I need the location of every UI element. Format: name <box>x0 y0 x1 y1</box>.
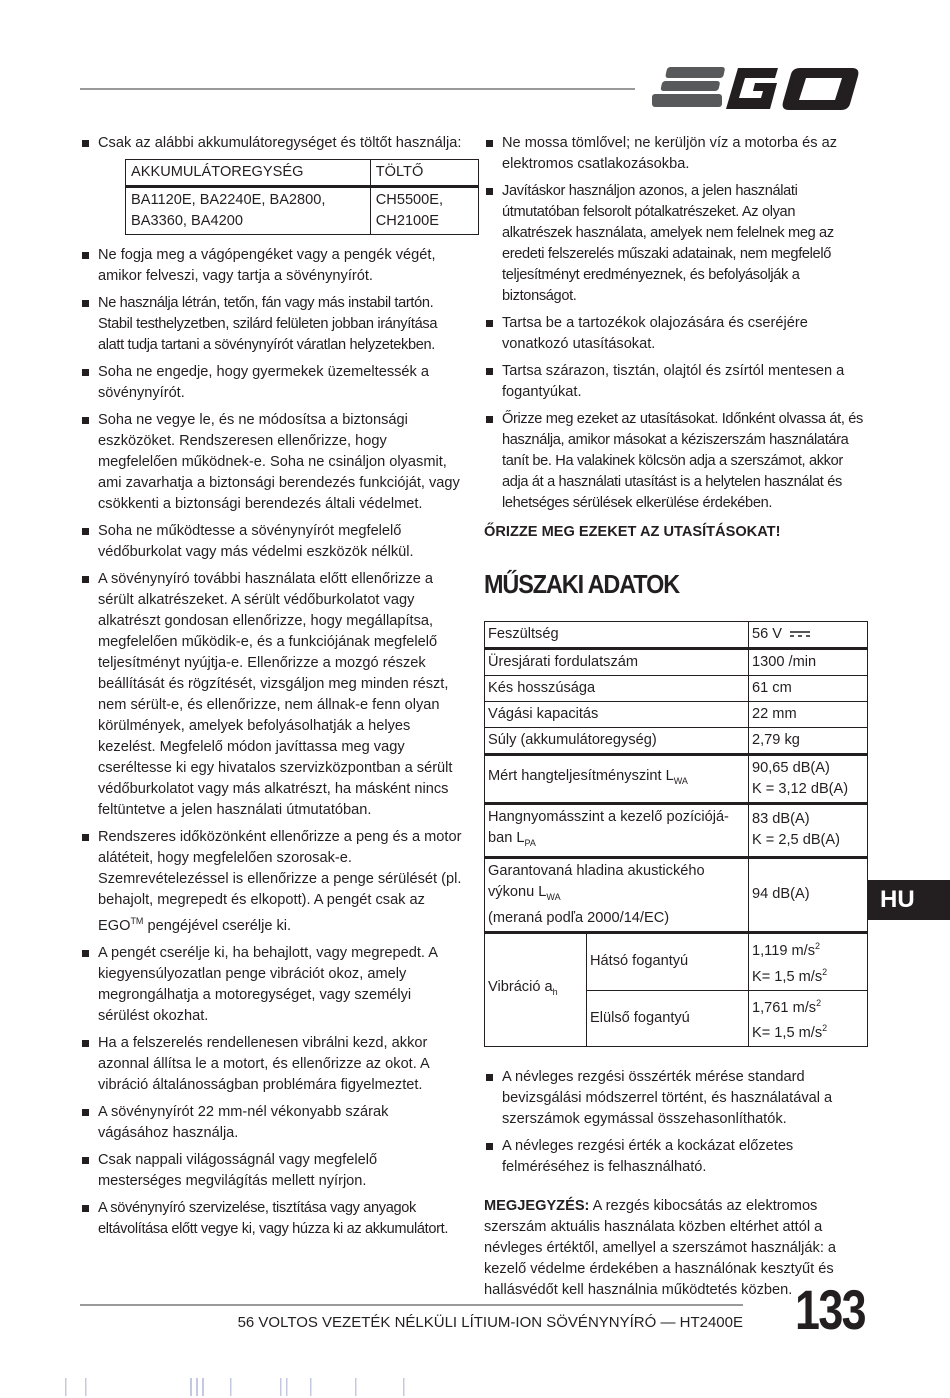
trademark-mark: TM <box>130 916 144 926</box>
footer-title: 56 VOLTOS VEZETÉK NÉLKÜLI LÍTIUM-ION SÖVÉNYNYÍRÓ — HT2400E <box>237 1314 743 1331</box>
spec-value-front-handle <box>749 990 868 1047</box>
list-item: A pengét cserélje ki, ha behajlott, vagy megrepedt. A kiegyensúlyozatlan penge vibrációt okoz, amely megrongálhatja a motoregységet, vagy személyi sérülést okozhat. <box>80 943 462 1027</box>
lpa-subscript: PA <box>524 837 536 848</box>
list-item: Tartsa be a tartozékok olajozására és cseréjére vonatkozó utasításokat. <box>484 313 868 355</box>
voltage-value-text: 56 V <box>752 626 783 642</box>
keep-instructions-heading: ŐRIZZE MEG EZEKET AZ UTASÍTÁSOKAT! <box>484 524 781 540</box>
dc-symbol-icon <box>790 630 810 638</box>
rear-k-text: K= 1,5 m/s <box>752 968 823 985</box>
gar-label-line1: Garantovaná hladina akustického <box>488 862 705 879</box>
right-column <box>484 133 868 1301</box>
spec-value-voltage <box>749 622 868 649</box>
spec-label-rear-handle: Hátsó fogantyú <box>587 932 749 990</box>
list-item: Ne fogja meg a vágópengéket vagy a pengék végét, amikor felveszi, vagy tartja a sövénynyírót. <box>80 245 462 287</box>
list-item: A sövénynyíró további használata előtt ellenőrizze a sérült alkatrészeket. A sérült védőburkolatot vagy alkatrészt gondosan ellenőrizze, hogy megállapítsa, megfelelően működik-e, és a funkciójának megfelelő teljesítményt nyújtja-e. Ellenőrizze a mozgó részek beállítását és rögzítését, vizsgáljon meg minden részt, nem sérült-e, és ellenőrizze, nem állnak-e fenn olyan körülmények, amelyek befolyásolhatják a helyes kezelést. Megfelelő módon javíttassa meg vagy cseréltesse ki egy hivatalos szervizközpontban a sérült védőburkolatot vagy más alkatrészt, ha másként nincs feltüntetve a jelen használati útmutatóban. <box>80 569 462 821</box>
list-item: Ne használja létrán, tetőn, fán vagy más instabil tartón. Stabil testhelyzetben, szilárd felületen jobban irányítása alatt tudja tartani a sövénynyírót váratlan helyzetekben. <box>80 293 462 356</box>
lwa-value: 90,65 dB(A) <box>752 760 830 776</box>
spec-value-lwa <box>749 755 868 804</box>
list-item: Csak nappali világosságnál vagy megfelelő mesterséges megvilágítás mellett nyírjon. <box>80 1150 462 1192</box>
note-label: MEGJEGYZÉS: <box>484 1198 590 1215</box>
list-item-text-end: pengéjével cserélje ki. <box>143 917 292 934</box>
spec-label-noload: Üresjárati fordulatszám <box>485 649 749 676</box>
list-item: A sövénynyíró szervizelése, tisztítása vagy anyagok eltávolítása előtt vegye ki, vagy húzza ki az akkumulátort. <box>80 1198 462 1240</box>
lwa-label-text: Mért hangteljesítményszint L <box>488 768 674 785</box>
footer-rule <box>80 1304 743 1306</box>
print-marks <box>65 1378 445 1396</box>
list-item: Javításkor használjon azonos, a jelen használati útmutatóban felsorolt pótalkatrészeket. Az olyan alkatrészek használata, amelyek nem felelnek meg az eredeti felszerelés műszaki adatainak, nem megfelelő teljesítményt eredményeznek, és befolyásolják a biztonságot. <box>484 181 868 307</box>
squared-mark: 2 <box>822 966 828 977</box>
safety-list-right <box>484 133 868 514</box>
list-item: A névleges rezgési összérték mérése standard bevizsgálási módszerrel történt, és használatával a szerszámok egymással összehasonlíthatók. <box>484 1067 868 1130</box>
squared-mark: 2 <box>815 940 821 951</box>
lwa-subscript: WA <box>673 775 688 786</box>
table-cell-chargers: CH5500E, CH2100E <box>370 187 478 235</box>
spec-table <box>484 621 868 1047</box>
table-header-battery: AKKUMULÁTOREGYSÉG <box>126 160 371 187</box>
language-tab: HU <box>868 880 950 920</box>
spec-label-weight: Súly (akkumulátoregység) <box>485 728 749 755</box>
spec-value-lpa <box>749 804 868 858</box>
list-item: Soha ne vegye le, és ne módosítsa a biztonsági eszközöket. Rendszeresen ellenőrizze, hogy megfelelően működnek-e. Soha ne csináljon olyasmit, ami zavarhatja a biztonsági berendezés funkcióját, vagy csökkenti a biztonsági berendezés általi védelmet. <box>80 410 462 515</box>
spec-value-guaranteed: 94 dB(A) <box>749 857 868 932</box>
vib-label-text: Vibráció a <box>488 979 553 996</box>
safety-list-left <box>80 133 462 1240</box>
spec-value-cut: 22 mm <box>749 702 868 728</box>
gar-subscript: WA <box>546 891 561 902</box>
lpa-value: 83 dB(A) <box>752 811 810 828</box>
lpa-k-value: K = 2,5 dB(A) <box>752 832 841 849</box>
left-column <box>80 133 462 1246</box>
lpa-label-line2 <box>488 828 745 854</box>
spec-value-noload: 1300 /min <box>749 649 868 676</box>
ego-logo <box>652 64 862 112</box>
list-item <box>80 133 462 235</box>
spec-label-lwa <box>485 755 749 804</box>
front-value-text: 1,761 m/s <box>752 999 817 1016</box>
squared-mark: 2 <box>822 1023 828 1034</box>
table-cell-batteries: BA1120E, BA2240E, BA2800, BA3360, BA4200 <box>126 187 371 235</box>
list-item <box>80 827 462 937</box>
spec-label-front-handle: Elülső fogantyú <box>587 990 749 1047</box>
list-item: Ne mossa tömlővel; ne kerüljön víz a motorba és az elektromos csatlakozásokba. <box>484 133 868 175</box>
list-item-text: Csak az alábbi akkumulátoregységet és töltőt használja: <box>98 135 462 151</box>
spec-label-cut: Vágási kapacitás <box>485 702 749 728</box>
vibration-notes-list <box>484 1067 868 1178</box>
list-item: Soha ne működtesse a sövénynyírót megfelelő védőburkolat vagy más védelmi eszközök nélkül. <box>80 521 462 563</box>
list-item: Ha a felszerelés rendellenesen vibrálni kezd, akkor azonnal állítsa le a motort, és ellenőrizze az okot. A vibráció általánosságban problémára figyelmeztet. <box>80 1033 462 1096</box>
rear-value-text: 1,119 m/s <box>752 942 815 959</box>
spec-label-vibration <box>485 932 587 1046</box>
spec-label-guaranteed <box>485 857 749 932</box>
vib-subscript: h <box>552 986 558 997</box>
front-k-value <box>752 1018 864 1044</box>
spec-value-blade: 61 cm <box>749 676 868 702</box>
note-text: A rezgés kibocsátás az elektromos szerszám aktuális használata közben eltérhet attól a névleges értéktől, amellyel a szerszámot használják: a kezelő védelme érdekében a használónak kesztyűt és hallásvédőt kell használnia működtetés közben. <box>484 1198 837 1299</box>
spec-value-weight: 2,79 kg <box>749 728 868 755</box>
gar-label-line2 <box>488 882 745 908</box>
list-item: A névleges rezgési érték a kockázat előzetes felméréséhez is felhasználható. <box>484 1136 868 1178</box>
front-value <box>752 993 864 1019</box>
table-header-charger: TÖLTŐ <box>370 160 478 187</box>
list-item: Soha ne engedje, hogy gyermekek üzemeltessék a sövénynyírót. <box>80 362 462 404</box>
list-item: Őrizze meg ezeket az utasításokat. Időnként olvassa át, és használja, amikor másokat a kéziszerszám használatára tanít be. Ha valakinek kölcsön adja a szerszámot, akkor adja át a használati utasítást is a helytelen használat és lehetséges sérülések elkerülése érdekében. <box>484 409 868 514</box>
section-title: MŰSZAKI ADATOK <box>484 569 680 599</box>
spec-label-blade: Kés hosszúsága <box>485 676 749 702</box>
rear-k-value <box>752 962 864 988</box>
spec-label-lpa <box>485 804 749 858</box>
list-item-text: Rendszeres időközönként ellenőrizze a peng és a motor alátéteit, hogy megfelelően szorosak-e. Szemrevételezéssel is ellenőrizze a penge sérülését (pl. behajolt, megrepedt és elkopott). A pengét csak az EGO <box>98 829 462 934</box>
gar-label-line3: (meraná podľa 2000/14/EC) <box>488 909 670 926</box>
list-item: Tartsa szárazon, tisztán, olajtól és zsírtól mentesen a fogantyúkat. <box>484 361 868 403</box>
spec-value-rear-handle <box>749 932 868 990</box>
lwa-k-value: K = 3,12 dB(A) <box>752 781 849 797</box>
list-item: A sövénynyírót 22 mm-nél vékonyabb szárak vágásához használja. <box>80 1102 462 1144</box>
gar-label-text: výkonu L <box>488 883 547 900</box>
front-k-text: K= 1,5 m/s <box>752 1025 823 1042</box>
lpa-label-line1: Hangnyomásszint a kezelő pozíciójá- <box>488 809 729 825</box>
header-rule <box>80 88 635 90</box>
lpa-label-text: ban L <box>488 830 525 846</box>
squared-mark: 2 <box>816 997 822 1008</box>
spec-label-voltage: Feszültség <box>485 622 749 649</box>
rear-value <box>752 936 864 962</box>
battery-charger-table <box>125 159 479 235</box>
page-number: 133 <box>795 1278 865 1341</box>
